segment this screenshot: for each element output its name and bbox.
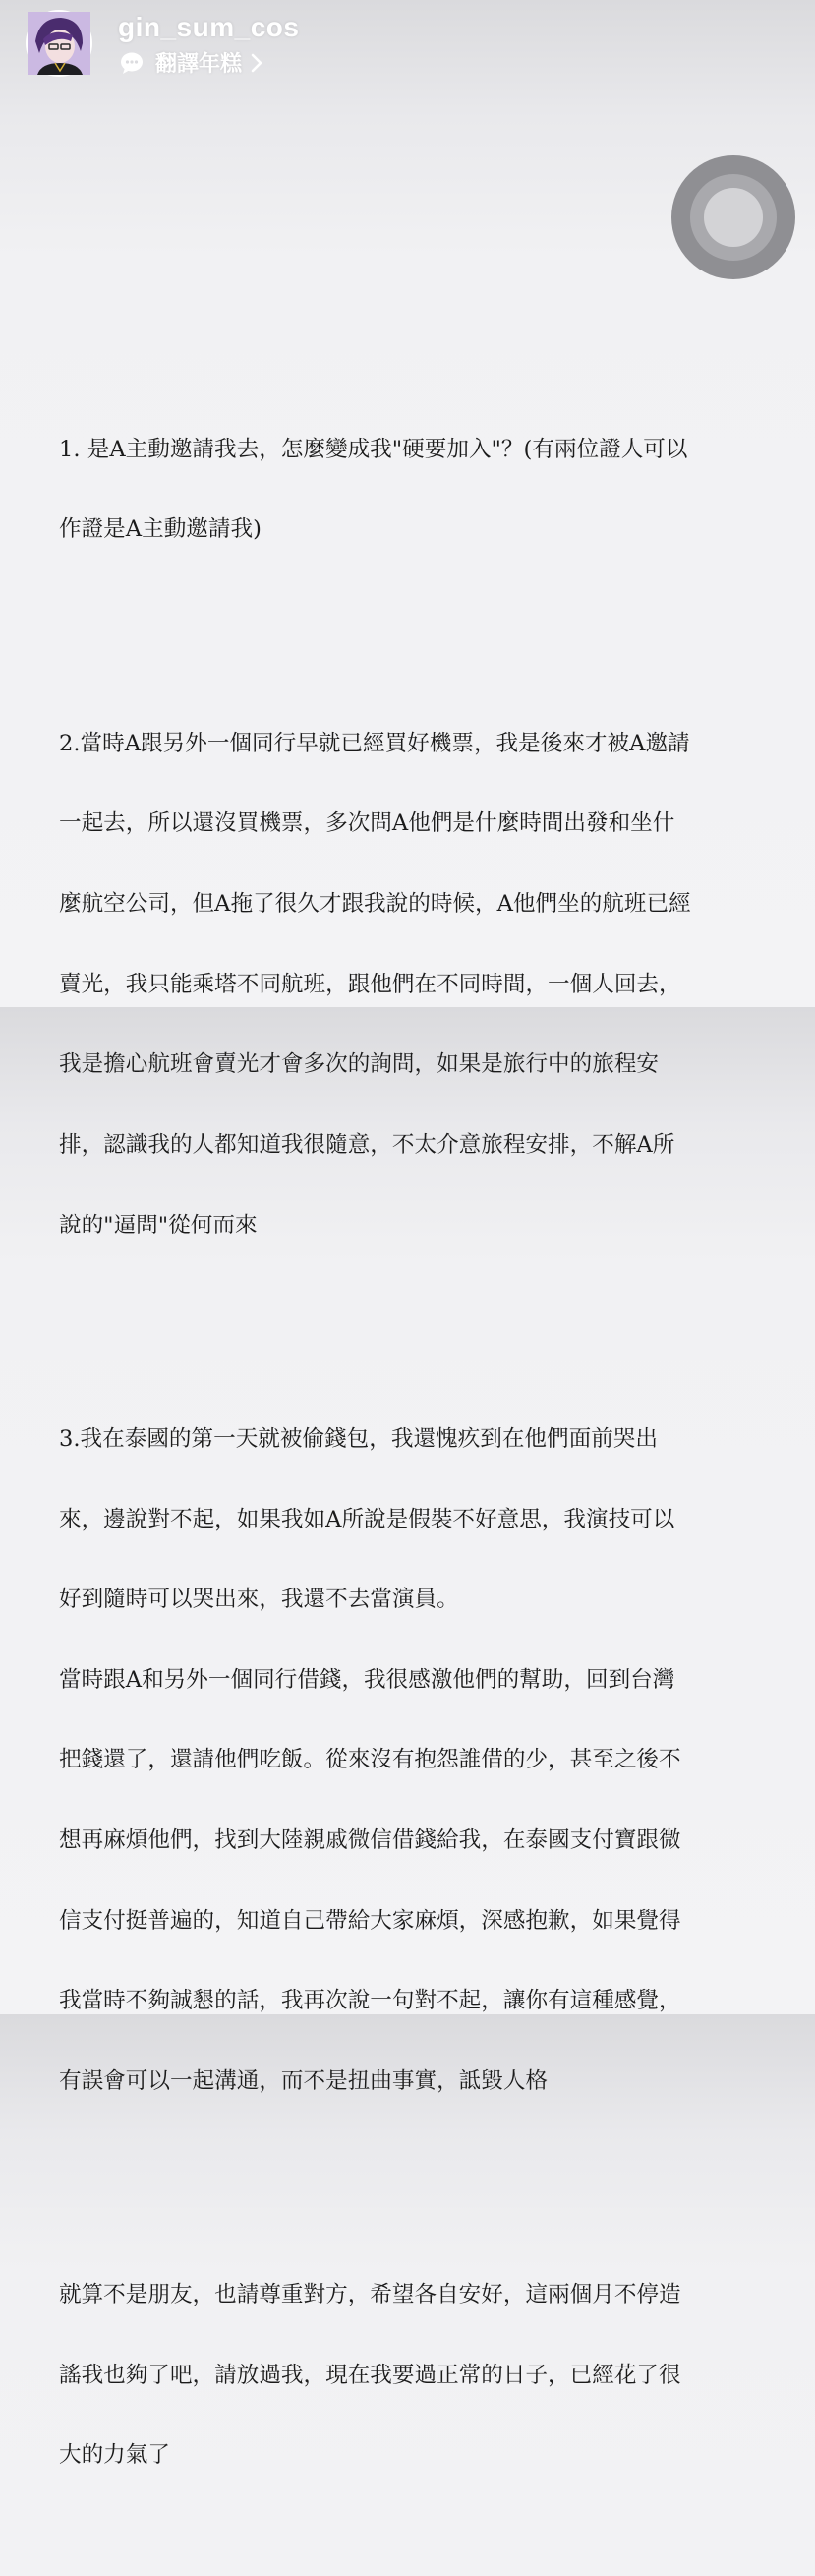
text-line: 我是擔心航班會賣光才會多次的詢問，如果是旅行中的旅程安 — [59, 1051, 660, 1078]
paragraph-2 — [59, 677, 747, 1292]
text-line: 有誤會可以一起溝通，而不是扭曲事實，詆毀人格 — [59, 2067, 549, 2094]
text-line: 說的"逼問"從何而來 — [59, 1212, 258, 1238]
text-line: 作證是A主動邀請我) — [59, 516, 262, 543]
text-line: 好到隨時可以哭出來，我還不去當演員。 — [59, 1587, 459, 1613]
paragraph-1 — [59, 383, 747, 597]
text-line: 1. 是A主動邀請我去，怎麼變成我"硬要加入"？(有兩位證人可以 — [59, 436, 688, 462]
text-line: 麼航空公司，但A拖了很久才跟我說的時候，A他們坐的航班已經 — [59, 891, 691, 918]
paragraph-4 — [59, 2229, 747, 2523]
subtitle-label: 翻譯年糕 — [155, 52, 243, 77]
text-line: 來，邊說對不起，如果我如A所說是假裝不好意思，我演技可以 — [59, 1506, 675, 1532]
paragraph-3 — [59, 1373, 747, 2149]
text-line: 就算不是朋友，也請尊重對方，希望各自安好，這兩個月不停造 — [59, 2282, 681, 2308]
text-line: 我當時不夠誠懇的話，我再次說一句對不起，讓你有這種感覺， — [59, 1988, 681, 2014]
text-line: 把錢還了，還請他們吃飯。從來沒有抱怨誰借的少，甚至之後不 — [59, 1747, 681, 1773]
text-line: 想再麻煩他們，找到大陸親戚微信借錢給我，在泰國支付寶跟微 — [59, 1827, 681, 1853]
text-line: 信支付挺普遍的，知道自己帶給大家麻煩，深感抱歉，如果覺得 — [59, 1907, 681, 1934]
assistive-touch-icon[interactable] — [671, 155, 795, 279]
avatar-icon[interactable] — [26, 10, 92, 77]
assistive-touch-core — [704, 188, 763, 247]
translate-link[interactable] — [118, 47, 263, 78]
text-line: 謠我也夠了吧，請放過我，現在我要過正常的日子，已經花了很 — [59, 2362, 681, 2388]
post-text — [59, 329, 747, 2576]
text-line: 3.我在泰國的第一天就被偷錢包，我還愧疚到在他們面前哭出 — [59, 1425, 658, 1452]
username[interactable]: gin_sum_cos — [118, 12, 300, 42]
avatar-image — [28, 12, 90, 75]
speech-bubble-icon — [118, 49, 146, 77]
text-line: 當時跟A和另外一個同行借錢，我很感激他們的幫助，回到台灣 — [59, 1666, 675, 1693]
text-line: 賣光，我只能乘塔不同航班，跟他們在不同時間，一個人回去， — [59, 971, 681, 997]
text-line: 2.當時A跟另外一個同行早就已經買好機票，我是後來才被A邀請 — [59, 730, 690, 756]
text-line: 大的力氣了 — [59, 2442, 170, 2469]
chevron-right-icon — [250, 52, 263, 74]
post-header — [0, 0, 815, 98]
text-line: 一起去，所以還沒買機票，多次問A他們是什麼時間出發和坐什 — [59, 810, 675, 837]
text-line: 排，認識我的人都知道我很隨意，不太介意旅程安排，不解A所 — [59, 1131, 675, 1158]
